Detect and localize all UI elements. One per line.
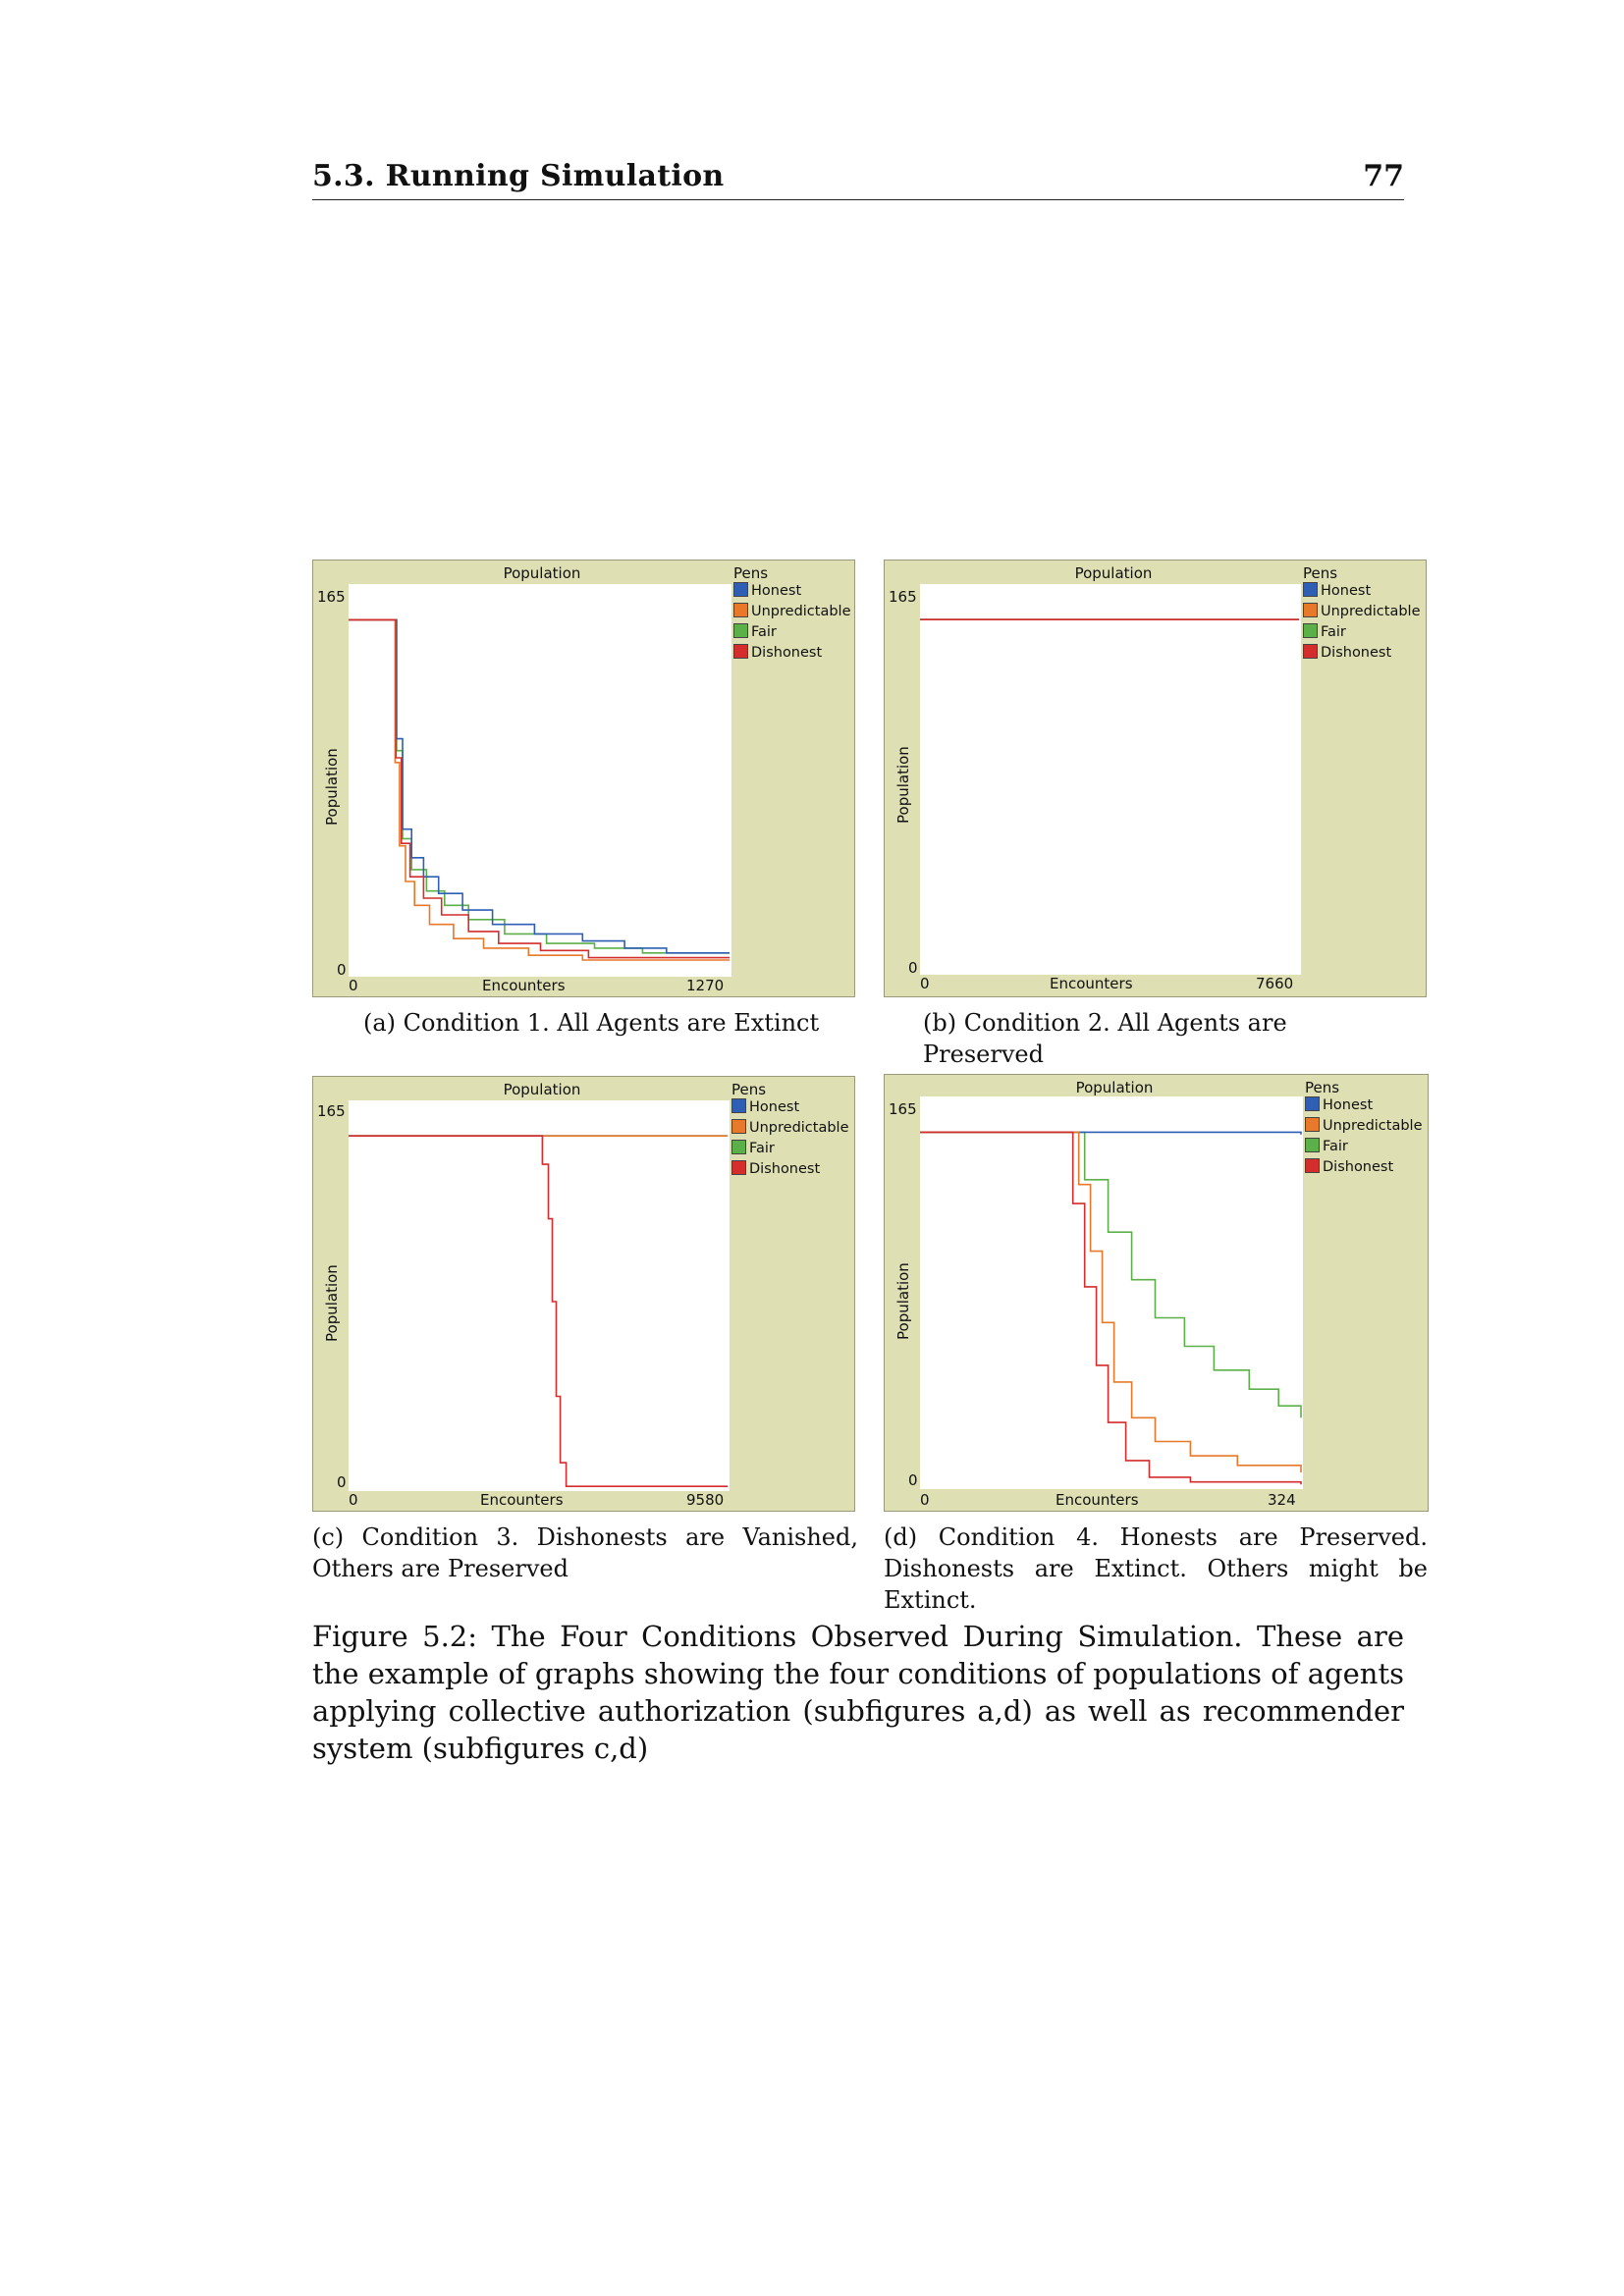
legend-label: Dishonest [1321,645,1392,661]
chart-c-xmin: 0 [349,1491,358,1509]
page-number: 77 [1363,159,1404,193]
chart-c-legend [731,1098,849,1181]
legend-label: Honest [1323,1097,1374,1113]
chart-c-svg [349,1100,730,1491]
legend-item-dishonest [1305,1158,1423,1179]
chart-b-title: Population [1074,564,1153,582]
chart-a-xlabel: Encounters [482,977,566,994]
chart-a-ymin: 0 [337,961,347,979]
chart-a-xmax: 1270 [686,977,725,994]
legend-item-dishonest [731,1160,849,1181]
honest-swatch [731,1098,746,1113]
chart-d-title: Population [1075,1079,1154,1096]
chart-d-ymin: 0 [908,1471,918,1489]
legend-label: Honest [751,583,802,599]
legend-label: Fair [1323,1139,1348,1154]
chart-b-ymin: 0 [908,959,918,977]
caption-b: (b) Condition 2. All Agents are Preserved [923,1009,1287,1068]
chart-b-xlabel: Encounters [1050,975,1133,992]
legend-label: Honest [1321,583,1372,599]
chart-b-svg [920,584,1301,975]
series-line-unpredictable [920,1132,1301,1472]
honest-swatch [733,582,748,597]
legend-label: Unpredictable [1321,604,1421,619]
chart-a-panel [312,560,855,997]
dishonest-swatch [731,1160,746,1175]
chart-b-ylabel: Population [894,746,912,824]
unpredictable-swatch [1305,1117,1320,1132]
chart-c-ylabel: Population [323,1264,341,1342]
series-line-fair [349,619,730,952]
legend-label: Fair [751,624,777,640]
legend-item-honest [731,1098,849,1119]
unpredictable-swatch [733,603,748,617]
legend-label: Honest [749,1099,800,1115]
dishonest-swatch [1303,644,1318,659]
chart-b-xmax: 7660 [1256,975,1294,992]
legend-label: Unpredictable [1323,1118,1423,1134]
chart-d-panel [884,1074,1429,1512]
unpredictable-swatch [731,1119,746,1134]
honest-swatch [1305,1096,1320,1111]
legend-label: Unpredictable [751,604,851,619]
legend-label: Dishonest [751,645,823,661]
fair-swatch [1305,1138,1320,1152]
legend-item-unpredictable [731,1119,849,1140]
legend-item-fair [733,623,851,644]
section-title: 5.3. Running Simulation [312,159,725,193]
running-header [312,157,1404,200]
legend-item-unpredictable [733,603,851,623]
series-line-dishonest [349,619,730,957]
chart-c-ymin: 0 [337,1473,347,1491]
dishonest-swatch [1305,1158,1320,1173]
chart-c-panel [312,1076,855,1512]
chart-d-xmin: 0 [920,1491,930,1509]
chart-d-legend-title: Pens [1305,1079,1340,1096]
series-line-dishonest [920,1132,1301,1484]
chart-b-ymax: 165 [889,588,917,606]
chart-a-legend [733,582,851,665]
series-line-dishonest [349,1136,728,1486]
legend-label: Fair [749,1141,775,1156]
chart-a-title: Population [503,564,581,582]
caption-d: (d) Condition 4. Honests are Preserved. Dishonests are Extinct. Others might be Extinct. [884,1523,1428,1614]
caption-a: (a) Condition 1. All Agents are Extinct [363,1009,820,1037]
chart-c-title: Population [503,1081,581,1098]
honest-swatch [1303,582,1318,597]
chart-b-panel [884,560,1427,997]
legend-item-dishonest [733,644,851,665]
unpredictable-swatch [1303,603,1318,617]
legend-item-honest [1305,1096,1423,1117]
chart-b-legend [1303,582,1421,665]
figure-caption: Figure 5.2: The Four Conditions Observed During Simulation. These are the example of graphs showing the four conditions of populations of agents applying collective authorization (subfigures a,d) as well as recommender system (subfigures c,d) [312,1620,1404,1765]
chart-a-svg [349,584,731,977]
fair-swatch [731,1140,746,1154]
legend-item-honest [1303,582,1421,603]
caption-c: (c) Condition 3. Dishonests are Vanished, Others are Preserved [312,1523,858,1582]
chart-a-ymax: 165 [317,588,346,606]
chart-c-xmax: 9580 [686,1491,725,1509]
fair-swatch [1303,623,1318,638]
chart-a-xmin: 0 [349,977,358,994]
chart-b-legend-title: Pens [1303,564,1338,582]
legend-item-dishonest [1303,644,1421,665]
chart-d-ylabel: Population [894,1262,912,1340]
legend-label: Unpredictable [749,1120,849,1136]
chart-c-xlabel: Encounters [480,1491,564,1509]
chart-c-ymax: 165 [317,1102,346,1120]
legend-item-honest [733,582,851,603]
legend-label: Dishonest [1323,1159,1394,1175]
chart-d-xlabel: Encounters [1056,1491,1139,1509]
legend-item-fair [1303,623,1421,644]
chart-b-xmin: 0 [920,975,930,992]
chart-d-legend [1305,1096,1423,1179]
legend-item-unpredictable [1303,603,1421,623]
legend-label: Dishonest [749,1161,821,1177]
series-line-unpredictable [349,619,730,960]
legend-label: Fair [1321,624,1346,640]
chart-c-legend-title: Pens [731,1081,767,1098]
legend-item-fair [731,1140,849,1160]
series-line-fair [920,1132,1301,1417]
series-line-honest [349,619,730,952]
chart-d-xmax: 324 [1268,1491,1296,1509]
fair-swatch [733,623,748,638]
chart-d-svg [920,1096,1303,1489]
chart-a-legend-title: Pens [733,564,769,582]
chart-d-ymax: 165 [889,1100,917,1118]
chart-a-ylabel: Population [323,748,341,826]
dishonest-swatch [733,644,748,659]
legend-item-unpredictable [1305,1117,1423,1138]
legend-item-fair [1305,1138,1423,1158]
